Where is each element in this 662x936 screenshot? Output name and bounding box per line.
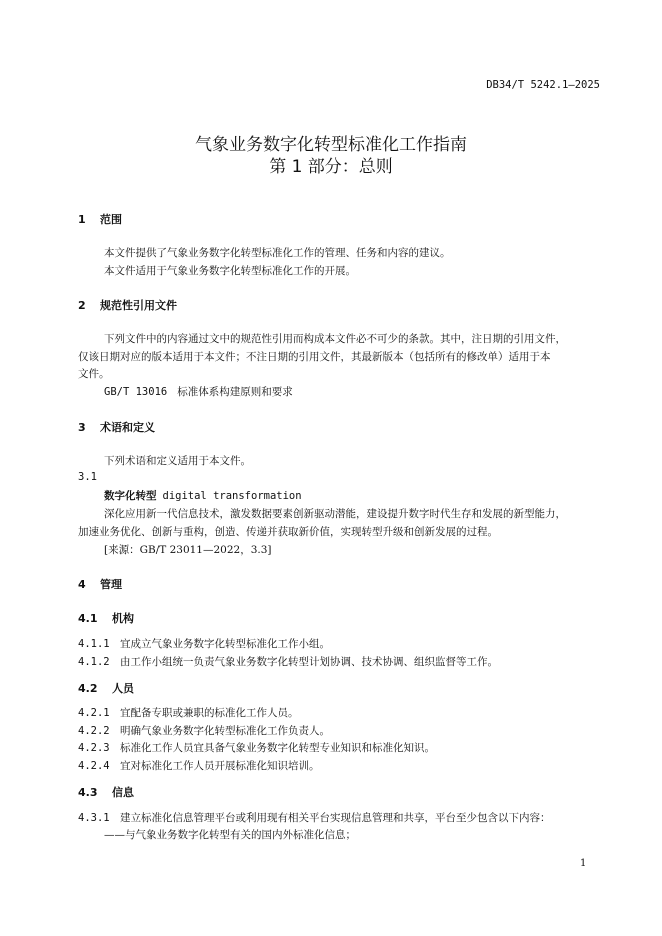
dash-list-item: ——与气象业务数字化转型有关的国内外标准化信息； <box>104 829 356 841</box>
clause <box>78 810 551 825</box>
document-title: 气象业务数字化转型标准化工作指南 <box>195 135 467 155</box>
section-number: 2 <box>78 299 86 312</box>
section-number: 1 <box>78 213 86 226</box>
clause <box>78 758 320 773</box>
paragraph: 下列术语和定义适用于本文件。 <box>104 455 251 467</box>
paragraph: 本文件提供了气象业务数字化转型标准化工作的管理、任务和内容的建议。 <box>104 247 451 259</box>
clause <box>78 705 299 720</box>
document-number: DB34/T 5242.1—2025 <box>486 79 600 91</box>
section-number: 3 <box>78 421 86 434</box>
document-subtitle: 第 1 部分：总则 <box>269 157 393 177</box>
clause <box>78 723 330 738</box>
clause <box>78 740 435 755</box>
page-number: 1 <box>580 858 587 869</box>
clause-text: 明确气象业务数字化转型标准化工作负责人。 <box>120 725 330 737</box>
definition-line: 加速业务优化、创新与重构，创造、传递并获取新价值，实现转型升级和创新发展的过程。 <box>78 526 498 538</box>
term-entry <box>104 488 302 503</box>
term-zh: 数字化转型 <box>104 490 157 502</box>
subsection-title: 信息 <box>112 786 134 799</box>
clause-number: 4.2.3 <box>78 742 110 754</box>
subsection-number: 4.2 <box>78 682 98 695</box>
section-title: 管理 <box>100 578 122 591</box>
section-heading-terms <box>78 419 155 435</box>
subsection-title: 机构 <box>112 612 134 625</box>
reference-entry <box>104 384 293 399</box>
paragraph: 本文件适用于气象业务数字化转型标准化工作的开展。 <box>104 265 356 277</box>
clause-number: 4.1.1 <box>78 638 110 650</box>
clause-text: 标准化工作人员宜具备气象业务数字化转型专业知识和标准化知识。 <box>120 742 435 754</box>
subsection-title: 人员 <box>112 682 134 695</box>
clause-number: 4.3.1 <box>78 812 110 824</box>
section-title: 范围 <box>100 213 122 226</box>
subsection-number: 4.3 <box>78 786 98 799</box>
section-heading-scope <box>78 211 122 227</box>
paragraph-line: 仅该日期对应的版本适用于本文件；不注日期的引用文件，其最新版本（包括所有的修改单）适用于本 <box>78 351 551 363</box>
section-title: 规范性引用文件 <box>100 299 177 312</box>
clause-text: 建立标准化信息管理平台或利用现有相关平台实现信息管理和共享，平台至少包含以下内容： <box>120 812 551 824</box>
term-source: [来源：GB/T 23011—2022，3.3] <box>104 544 272 556</box>
paragraph-line: 下列文件中的内容通过文中的规范性引用而构成本文件必不可少的条款。其中，注日期的引用文件， <box>104 333 566 345</box>
clause-text: 宜对标准化工作人员开展标准化知识培训。 <box>120 760 320 772</box>
definition-line: 深化应用新一代信息技术，激发数据要素创新驱动潜能，建设提升数字时代生存和发展的新型能力， <box>104 508 566 520</box>
clause-text: 宜配备专职或兼职的标准化工作人员。 <box>120 707 299 719</box>
paragraph-line: 文件。 <box>78 368 110 380</box>
reference-title: 标准体系构建原则和要求 <box>177 386 293 398</box>
section-number: 4 <box>78 578 86 591</box>
clause <box>78 654 498 669</box>
reference-code: GB/T 13016 <box>104 386 168 398</box>
clause-text: 由工作小组统一负责气象业务数字化转型计划协调、技术协调、组织监督等工作。 <box>120 656 498 668</box>
term-number: 3.1 <box>78 471 97 483</box>
subsection-heading-organization <box>78 610 134 626</box>
subsection-heading-information <box>78 784 134 800</box>
section-heading-normative-references <box>78 297 177 313</box>
term-en: digital transformation <box>162 490 302 502</box>
clause-number: 4.2.1 <box>78 707 110 719</box>
section-heading-management <box>78 576 122 592</box>
clause-number: 4.1.2 <box>78 656 110 668</box>
clause <box>78 636 330 651</box>
section-title: 术语和定义 <box>100 421 155 434</box>
subsection-heading-personnel <box>78 680 134 696</box>
clause-text: 宜成立气象业务数字化转型标准化工作小组。 <box>120 638 330 650</box>
clause-number: 4.2.2 <box>78 725 110 737</box>
clause-number: 4.2.4 <box>78 760 110 772</box>
subsection-number: 4.1 <box>78 612 98 625</box>
